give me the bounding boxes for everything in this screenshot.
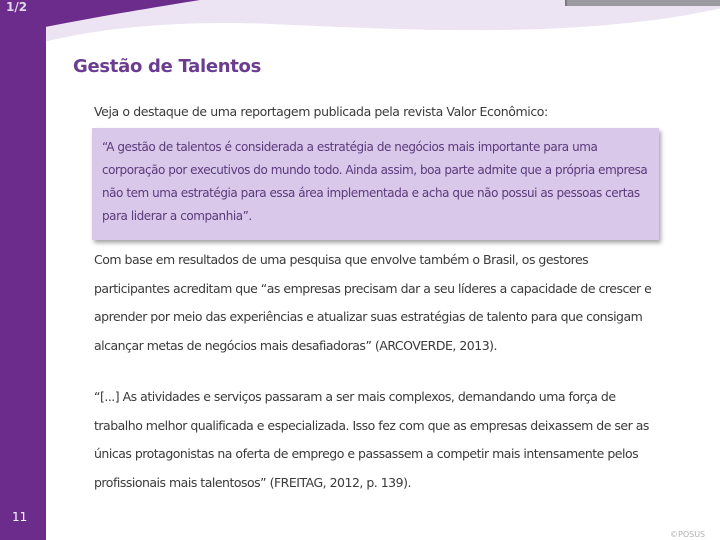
paragraph-1: Com base em resultados de uma pesquisa que envolve também o Brasil, os gestores participantes acreditam que “as empresas precisam dar a seu líderes a capacidade de crescer e aprender por meio das experiências e atualizar suas estratégias de talento para que consigam alcançar metas de negócios mais desafiadoras” (ARCOVERDE, 2013). (94, 252, 652, 353)
left-purple-band (0, 0, 46, 540)
quote-box (92, 128, 659, 240)
copyright-text: ©POSUS (670, 530, 706, 539)
quote-text: “A gestão de talentos é considerada a estratégia de negócios mais importante para uma corporação por executivos do mundo todo. Ainda assim, boa parte admite que a própria empresa não tem uma estratégia para essa área implementada e acha que não possui as pessoas certas para liderar a companhia”. (102, 140, 648, 223)
page-title: Gestão de Talentos (73, 56, 262, 77)
page-number: 11 (12, 510, 28, 524)
top-swoosh-decoration (30, 0, 720, 60)
paragraph-2: “[...] As atividades e serviços passaram a ser mais complexos, demandando uma força de trabalho melhor qualificada e especializada. Isso fez com que as empresas deixassem de ser as únicas protagonistas na oferta de emprego e passassem a competir mais intensamente pelos profissionais mais talentosos” (FREITAG, 2012, p. 139). (94, 389, 649, 490)
intro-text: Veja o destaque de uma reportagem publicada pela revista Valor Econômico: (94, 104, 548, 119)
corner-logo: 1/2 (6, 0, 28, 14)
top-right-tab (565, 0, 720, 6)
